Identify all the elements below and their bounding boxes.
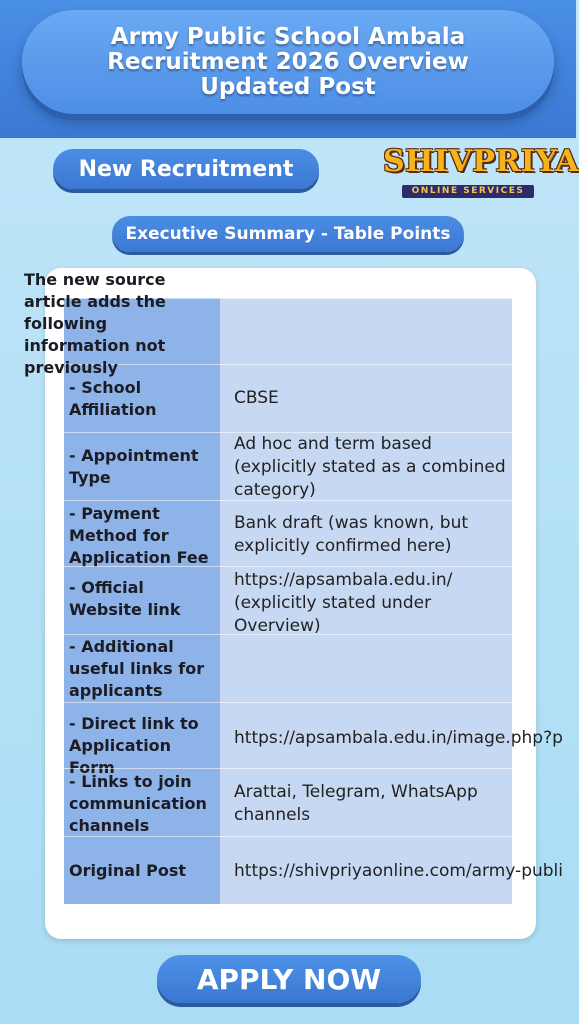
row-label: - Direct link to Application Form: [69, 714, 199, 777]
original-post-link[interactable]: https://shivpriyaonline.com/army-publi: [234, 861, 563, 881]
new-recruitment-badge: New Recruitment: [53, 149, 319, 189]
summary-card: [45, 268, 563, 939]
table-row: [64, 768, 512, 837]
row-value: Bank draft (was known, but explicitly confirmed here): [234, 513, 469, 556]
title-line-1: Army Public School Ambala: [110, 23, 466, 50]
row-label: - Additional useful links for applicants: [69, 637, 205, 700]
table-row: [64, 566, 512, 635]
row-label: - Official Website link: [69, 578, 181, 619]
table-row: [64, 364, 512, 433]
table-row: [64, 500, 512, 567]
table-intro-text: The new source article adds the following information not previously: [24, 270, 166, 377]
row-label: - School Affiliation: [69, 378, 157, 419]
title-line-2: Recruitment 2026 Overview: [107, 48, 469, 75]
row-label: - Appointment Type: [69, 446, 199, 487]
row-label: - Payment Method for Application Fee: [69, 504, 209, 567]
section-label: Executive Summary - Table Points: [112, 216, 464, 252]
row-value: Arattai, Telegram, WhatsApp channels: [234, 782, 478, 825]
apply-now-button[interactable]: APPLY NOW: [157, 955, 421, 1003]
table-row: [64, 836, 563, 905]
application-form-link[interactable]: https://apsambala.edu.in/image.php?p: [234, 728, 563, 748]
row-value: https://apsambala.edu.in/ (explicitly stated under Overview): [234, 570, 453, 636]
table-row: [64, 432, 512, 501]
title-line-3: Updated Post: [200, 73, 376, 100]
table-row: [64, 702, 563, 777]
page-title: [22, 10, 554, 114]
row-label: - Links to join communication channels: [69, 772, 207, 835]
summary-table: [64, 298, 563, 904]
logo-tagline: ONLINE SERVICES: [402, 185, 535, 198]
table-row: [64, 634, 512, 703]
row-value: CBSE: [234, 388, 279, 408]
row-label: Original Post: [69, 861, 187, 880]
shivpriya-logo: [383, 144, 579, 196]
logo-brand: SHIVPRIYA: [383, 144, 579, 179]
row-value: Ad hoc and term based (explicitly stated as a combined category): [234, 434, 506, 500]
